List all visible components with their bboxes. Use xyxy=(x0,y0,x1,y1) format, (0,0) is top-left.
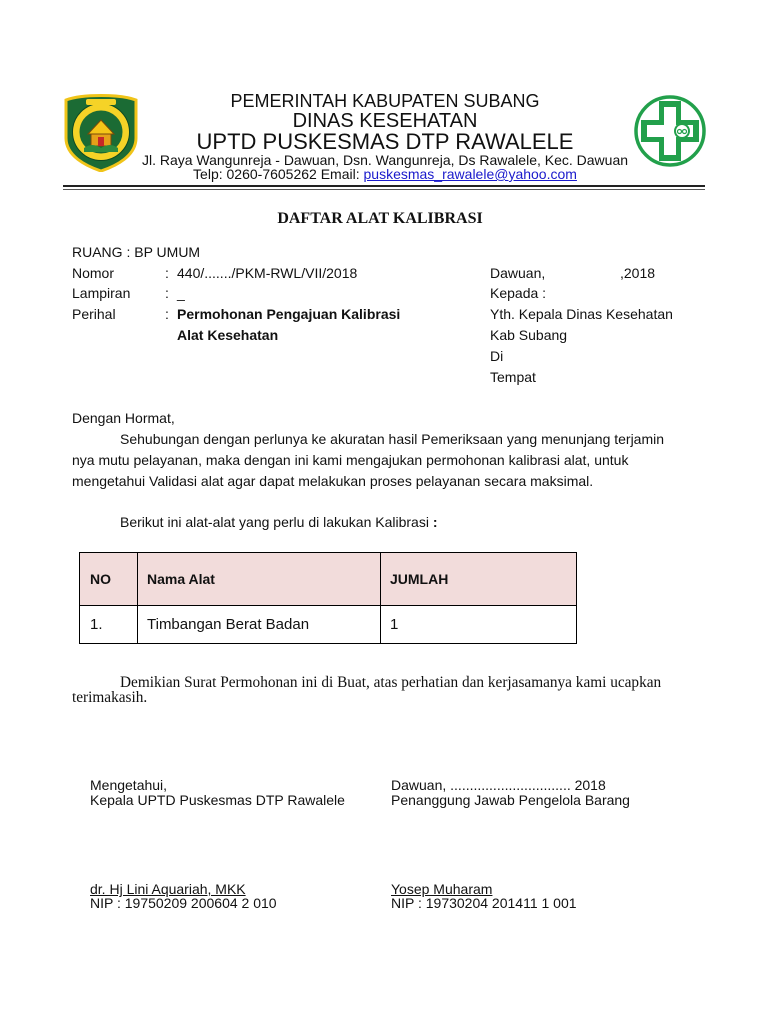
meta-value-perihal: Permohonan Pengajuan Kalibrasi xyxy=(177,306,401,322)
list-intro xyxy=(120,514,438,530)
table-header-row xyxy=(80,553,577,606)
column-header-no: NO xyxy=(80,553,138,606)
meta-sep-lampiran: : xyxy=(165,285,169,301)
column-header-item-name: Nama Alat xyxy=(138,553,381,606)
cell-quantity: 1 xyxy=(381,606,577,644)
letterhead-address: Jl. Raya Wangunreja - Dawuan, Dsn. Wangunreja, Ds Rawalele, Kec. Dawuan xyxy=(141,152,629,168)
cell-item-name: Timbangan Berat Badan xyxy=(138,606,381,644)
signature-left-line-1: Mengetahui, xyxy=(90,777,168,793)
list-intro-colon: : xyxy=(432,514,438,530)
meta-label-nomor: Nomor xyxy=(72,265,115,281)
calibration-items-table xyxy=(79,552,577,644)
letterhead-government: PEMERINTAH KABUPATEN SUBANG xyxy=(230,91,540,111)
closing-line-1: Demikian Surat Permohonan ini di Buat, atas perhatian dan kerjasamanya kami ucapkan xyxy=(120,674,662,691)
signature-right-line-1: Dawuan, ............................... 2018 xyxy=(391,777,606,793)
subang-regency-emblem-icon xyxy=(62,92,140,172)
room-label: RUANG : BP UMUM xyxy=(72,244,201,260)
signature-right-nip: NIP : 19730204 201411 1 001 xyxy=(391,895,577,911)
signature-right-name: Yosep Muharam xyxy=(391,881,493,897)
meta-value-nomor: 440/......./PKM-RWL/VII/2018 xyxy=(177,265,358,281)
letter-place: Dawuan, xyxy=(490,265,546,281)
addressee-line-1: Yth. Kepala Dinas Kesehatan xyxy=(490,306,673,322)
letterhead-department: DINAS KESEHATAN xyxy=(292,110,478,132)
addressee-label: Kepada : xyxy=(490,285,547,301)
cell-no: 1. xyxy=(80,606,138,644)
column-header-quantity: JUMLAH xyxy=(381,553,577,606)
meta-sep-perihal: : xyxy=(165,306,169,322)
table-row xyxy=(80,606,577,644)
addressee-line-3: Di xyxy=(490,348,504,364)
meta-value-lampiran: _ xyxy=(177,285,185,301)
meta-label-lampiran: Lampiran xyxy=(72,285,131,301)
meta-sep-nomor: : xyxy=(165,265,169,281)
signature-right-line-2: Penanggung Jawab Pengelola Barang xyxy=(391,792,630,808)
email-link[interactable]: puskesmas_rawalele@yahoo.com xyxy=(363,166,577,182)
letter-year: ,2018 xyxy=(620,265,656,281)
contact-phone-label: Telp: 0260-7605262 Email: xyxy=(193,166,360,182)
body-line-2: nya mutu pelayanan, maka dengan ini kami mengajukan permohonan kalibrasi alat, untuk xyxy=(72,452,629,468)
document-title: DAFTAR ALAT KALIBRASI xyxy=(277,210,483,227)
closing-line-2: terimakasih. xyxy=(72,689,148,706)
letterhead-contact xyxy=(130,166,640,182)
letterhead-rule-thin xyxy=(63,189,705,190)
puskesmas-logo-icon xyxy=(632,92,708,170)
letterhead-rule xyxy=(63,185,705,187)
signature-left-line-2: Kepala UPTD Puskesmas DTP Rawalele xyxy=(90,792,345,808)
emblem-door xyxy=(98,137,104,146)
signature-left-name: dr. Hj Lini Aquariah, MKK xyxy=(90,881,246,897)
body-line-3: mengetahui Validasi alat agar dapat melakukan proses pelayanan secara maksimal. xyxy=(72,473,594,489)
emblem-top-band xyxy=(86,99,116,105)
meta-value-perihal-line2: Alat Kesehatan xyxy=(177,327,279,343)
letterhead-institution: UPTD PUSKESMAS DTP RAWALELE xyxy=(196,129,574,154)
salutation: Dengan Hormat, xyxy=(72,410,175,426)
signature-left-nip: NIP : 19750209 200604 2 010 xyxy=(90,895,277,911)
list-intro-text: Berikut ini alat-alat yang perlu di lakukan Kalibrasi xyxy=(120,514,429,530)
meta-label-perihal: Perihal xyxy=(72,306,116,322)
addressee-line-2: Kab Subang xyxy=(490,327,568,343)
addressee-line-4: Tempat xyxy=(490,369,536,385)
body-line-1: Sehubungan dengan perlunya ke akuratan hasil Pemeriksaan yang menunjang terjamin xyxy=(120,431,665,447)
